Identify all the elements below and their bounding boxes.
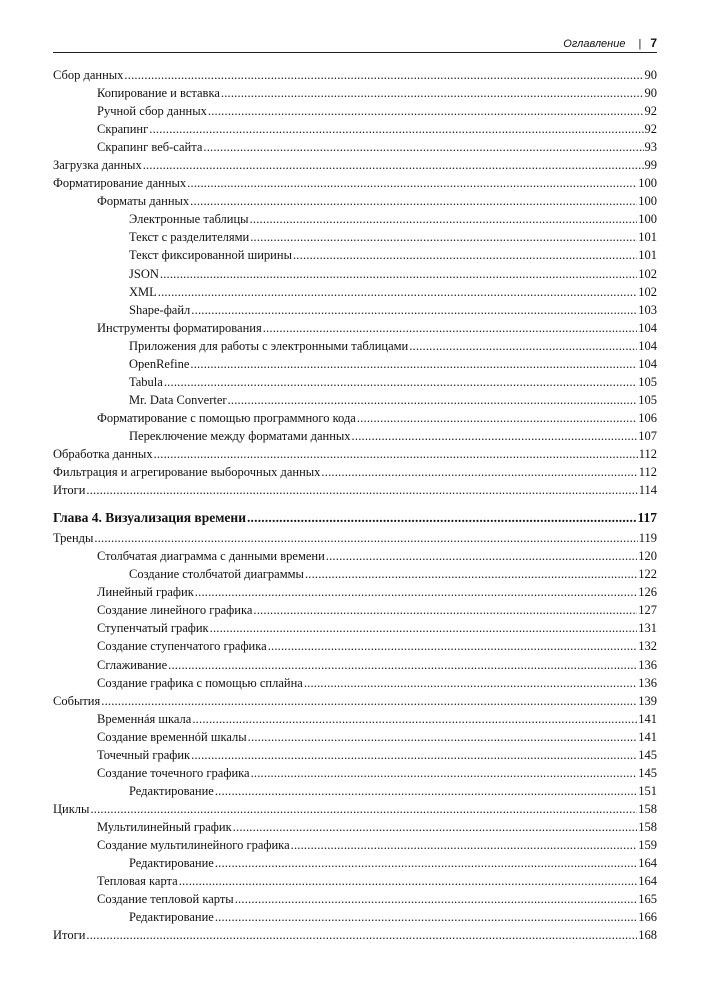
toc-entry-page: 104 xyxy=(638,320,657,335)
toc-entry-title: Mr. Data Converter xyxy=(129,392,227,407)
toc-dot-leader xyxy=(248,728,638,746)
toc-entry xyxy=(53,174,657,192)
toc-entry xyxy=(53,463,657,481)
toc-entry-title: Tabula xyxy=(129,374,163,389)
toc-entry-page: 159 xyxy=(638,837,657,852)
toc-entry-title: Форматирование данных xyxy=(53,176,187,191)
toc-entry-page: 107 xyxy=(638,428,657,443)
toc-entry xyxy=(53,764,657,782)
toc-entry-title: События xyxy=(53,693,101,708)
toc-dot-leader xyxy=(86,926,637,944)
toc-entry xyxy=(53,637,657,655)
toc-dot-leader xyxy=(90,800,637,818)
running-header xyxy=(53,34,657,53)
toc-entry-page: 102 xyxy=(638,266,657,281)
toc-entry-page: 151 xyxy=(638,783,657,798)
toc-entry-title: Фильтрация и агрегирование выборочных данных xyxy=(53,465,321,480)
toc-entry xyxy=(53,409,657,427)
toc-dot-leader xyxy=(250,210,638,228)
toc-entry-title: Временнáя шкала xyxy=(97,711,192,726)
toc-dot-leader xyxy=(352,427,638,445)
toc-entry-title: XML xyxy=(129,284,157,299)
toc-entry-page: 120 xyxy=(638,549,657,564)
toc-entry-page: 136 xyxy=(638,675,657,690)
toc-dot-leader xyxy=(191,301,637,319)
toc-entry-page: 136 xyxy=(638,657,657,672)
toc-entry-title: Текст фиксированной ширины xyxy=(129,248,292,263)
toc-dot-leader xyxy=(215,854,637,872)
toc-entry-title: Тренды xyxy=(53,531,94,546)
toc-dot-leader xyxy=(187,174,637,192)
toc-entry xyxy=(53,301,657,319)
toc-entry xyxy=(53,319,657,337)
toc-dot-leader xyxy=(235,890,638,908)
header-separator: | xyxy=(638,38,642,50)
toc-entry-title: Ступенчатый график xyxy=(97,621,209,636)
toc-entry xyxy=(53,391,657,409)
toc-entry-page: 112 xyxy=(638,446,657,461)
toc-entry-page: 168 xyxy=(638,928,657,943)
toc-entry-title: Создание тепловой карты xyxy=(97,892,234,907)
toc-entry-page: 112 xyxy=(638,465,657,480)
toc-entry xyxy=(53,228,657,246)
toc-entry-title: Создание линейного графика xyxy=(97,603,253,618)
toc-entry-title: Точечный график xyxy=(97,747,191,762)
toc-entry-title: Текст с разделителями xyxy=(129,230,250,245)
toc-entry-title: Мультилинейный график xyxy=(97,819,232,834)
header-section-name: Оглавление xyxy=(563,38,626,50)
toc-entry xyxy=(53,908,657,926)
toc-entry xyxy=(53,692,657,710)
toc-dot-leader xyxy=(409,337,637,355)
toc-entry-title: Редактирование xyxy=(129,910,214,925)
toc-entry xyxy=(53,102,657,120)
toc-entry-page: 105 xyxy=(638,374,657,389)
toc-dot-leader xyxy=(321,463,637,481)
toc-entry-page: 92 xyxy=(644,122,657,137)
toc-entry xyxy=(53,138,657,156)
toc-entry-title: Сглаживание xyxy=(97,657,168,672)
toc-entry-title: Глава 4. Визуализация времени xyxy=(53,510,246,526)
toc-dot-leader xyxy=(250,228,637,246)
toc-dot-leader xyxy=(215,782,637,800)
toc-entry xyxy=(53,728,657,746)
toc-entry xyxy=(53,246,657,264)
toc-entry-page: 164 xyxy=(638,874,657,889)
toc-entry xyxy=(53,872,657,890)
toc-dot-leader xyxy=(101,692,637,710)
toc-entry-title: Обработка данных xyxy=(53,446,153,461)
header-page-number: 7 xyxy=(650,36,657,50)
toc-dot-leader xyxy=(94,529,637,547)
toc-entry xyxy=(53,674,657,692)
toc-entry-page: 90 xyxy=(644,86,657,101)
toc-entry xyxy=(53,355,657,373)
toc-dot-leader xyxy=(293,246,637,264)
toc-entry xyxy=(53,656,657,674)
toc-entry xyxy=(53,565,657,583)
toc-entry xyxy=(53,746,657,764)
toc-dot-leader xyxy=(86,481,637,499)
toc-entry-page: 101 xyxy=(638,230,657,245)
toc-entry-page: 145 xyxy=(638,747,657,762)
toc-entry xyxy=(53,800,657,818)
toc-dot-leader xyxy=(160,265,637,283)
toc-dot-leader xyxy=(143,156,644,174)
toc-dot-leader xyxy=(326,547,637,565)
toc-entry-title: Создание столбчатой диаграммы xyxy=(129,567,304,582)
toc-entry-page: 119 xyxy=(638,531,657,546)
toc-dot-leader xyxy=(195,583,637,601)
toc-entry xyxy=(53,156,657,174)
toc-entry-title: Циклы xyxy=(53,801,90,816)
toc-dot-leader xyxy=(192,710,637,728)
toc-entry-title: Создание точечного графика xyxy=(97,765,250,780)
toc-entry-title: Создание мультилинейного графика xyxy=(97,837,290,852)
toc-entry-title: Загрузка данных xyxy=(53,158,142,173)
toc-entry-title: Линейный график xyxy=(97,585,194,600)
toc-entry-page: 166 xyxy=(638,910,657,925)
toc-entry-page: 145 xyxy=(638,765,657,780)
toc-dot-leader xyxy=(221,84,644,102)
toc-entry-title: Скрапинг веб-сайта xyxy=(97,140,203,155)
toc-entry-title: Тепловая карта xyxy=(97,874,178,889)
toc-entry xyxy=(53,818,657,836)
toc-dot-leader xyxy=(263,319,638,337)
toc-entry-page: 104 xyxy=(638,356,657,371)
toc-entry-page: 127 xyxy=(638,603,657,618)
toc-entry-page: 102 xyxy=(638,284,657,299)
toc-entry xyxy=(53,481,657,499)
toc-entry xyxy=(53,547,657,565)
toc-entry-page: 114 xyxy=(638,483,657,498)
toc-entry-title: Итоги xyxy=(53,928,86,943)
toc-entry-page: 104 xyxy=(638,338,657,353)
toc-dot-leader xyxy=(164,373,637,391)
toc-entry xyxy=(53,619,657,637)
toc-dot-leader xyxy=(247,509,637,527)
toc-entry-page: 132 xyxy=(638,639,657,654)
toc-dot-leader xyxy=(291,836,638,854)
toc-entry-page: 90 xyxy=(644,68,657,82)
toc-entry xyxy=(53,445,657,463)
toc-dot-leader xyxy=(357,409,637,427)
toc-dot-leader xyxy=(203,138,643,156)
toc-entry-page: 122 xyxy=(638,567,657,582)
toc-entry-title: Создание графика с помощью сплайна xyxy=(97,675,303,690)
toc-entry-page: 103 xyxy=(638,302,657,317)
toc-dot-leader xyxy=(179,872,638,890)
toc-entry-page: 100 xyxy=(638,176,657,191)
toc-entry xyxy=(53,192,657,210)
toc-entry-page: 141 xyxy=(638,729,657,744)
toc-entry xyxy=(53,601,657,619)
table-of-contents xyxy=(53,66,657,944)
toc-entry-title: Итоги xyxy=(53,483,86,498)
toc-entry-page: 158 xyxy=(638,801,657,816)
toc-entry-page: 126 xyxy=(638,585,657,600)
toc-entry-title: Создание временнóй шкалы xyxy=(97,729,247,744)
toc-entry-page: 117 xyxy=(637,510,657,526)
toc-entry-page: 101 xyxy=(638,248,657,263)
toc-entry-title: Форматирование с помощью программного кода xyxy=(97,410,356,425)
toc-entry-page: 139 xyxy=(638,693,657,708)
toc-dot-leader xyxy=(154,445,638,463)
toc-entry xyxy=(53,427,657,445)
toc-entry-title: Переключение между форматами данных xyxy=(129,428,351,443)
toc-dot-leader xyxy=(190,355,637,373)
toc-entry-title: Редактирование xyxy=(129,856,214,871)
toc-entry-page: 93 xyxy=(644,140,657,155)
toc-entry-page: 100 xyxy=(638,212,657,227)
toc-dot-leader xyxy=(268,637,638,655)
toc-entry xyxy=(53,890,657,908)
toc-entry xyxy=(53,373,657,391)
toc-entry xyxy=(53,854,657,872)
toc-chapter-heading xyxy=(53,509,657,527)
toc-entry-page: 100 xyxy=(638,194,657,209)
toc-entry xyxy=(53,583,657,601)
toc-entry-title: OpenRefine xyxy=(129,356,190,371)
toc-dot-leader xyxy=(305,565,637,583)
toc-entry-page: 105 xyxy=(638,392,657,407)
toc-entry-title: Столбчатая диаграмма с данными времени xyxy=(97,549,325,564)
toc-entry xyxy=(53,66,657,84)
toc-entry-title: Ручной сбор данных xyxy=(97,104,207,119)
toc-dot-leader xyxy=(233,818,638,836)
toc-entry-title: Создание ступенчатого графика xyxy=(97,639,267,654)
toc-entry xyxy=(53,283,657,301)
toc-entry xyxy=(53,120,657,138)
toc-entry xyxy=(53,210,657,228)
toc-entry-title: Сбор данных xyxy=(53,68,124,82)
toc-entry-title: Форматы данных xyxy=(97,194,190,209)
toc-entry-page: 165 xyxy=(638,892,657,907)
toc-entry xyxy=(53,710,657,728)
toc-entry-title: Shape-файл xyxy=(129,302,191,317)
toc-dot-leader xyxy=(124,66,643,84)
toc-entry-page: 164 xyxy=(638,856,657,871)
toc-entry-page: 99 xyxy=(644,158,657,173)
toc-entry xyxy=(53,529,657,547)
toc-dot-leader xyxy=(168,656,637,674)
toc-dot-leader xyxy=(215,908,637,926)
toc-dot-leader xyxy=(208,102,644,120)
toc-entry-title: Приложения для работы с электронными таблицами xyxy=(129,338,409,353)
toc-entry xyxy=(53,782,657,800)
toc-dot-leader xyxy=(228,391,638,409)
toc-entry-title: Инструменты форматирования xyxy=(97,320,262,335)
toc-dot-leader xyxy=(190,192,637,210)
toc-dot-leader xyxy=(304,674,637,692)
toc-entry-page: 141 xyxy=(638,711,657,726)
toc-dot-leader xyxy=(158,283,637,301)
toc-entry-page: 106 xyxy=(638,410,657,425)
toc-entry-title: Электронные таблицы xyxy=(129,212,249,227)
toc-entry xyxy=(53,84,657,102)
toc-entry xyxy=(53,926,657,944)
toc-dot-leader xyxy=(191,746,637,764)
toc-entry-title: Копирование и вставка xyxy=(97,86,220,101)
toc-entry xyxy=(53,337,657,355)
toc-entry-title: Редактирование xyxy=(129,783,214,798)
toc-dot-leader xyxy=(149,120,643,138)
toc-entry xyxy=(53,836,657,854)
toc-entry-page: 158 xyxy=(638,819,657,834)
toc-entry-page: 92 xyxy=(644,104,657,119)
toc-entry xyxy=(53,265,657,283)
toc-entry-title: JSON xyxy=(129,266,159,281)
toc-dot-leader xyxy=(251,764,638,782)
toc-entry-page: 131 xyxy=(638,621,657,636)
toc-dot-leader xyxy=(210,619,638,637)
toc-entry-title: Скрапинг xyxy=(97,122,149,137)
toc-dot-leader xyxy=(253,601,637,619)
